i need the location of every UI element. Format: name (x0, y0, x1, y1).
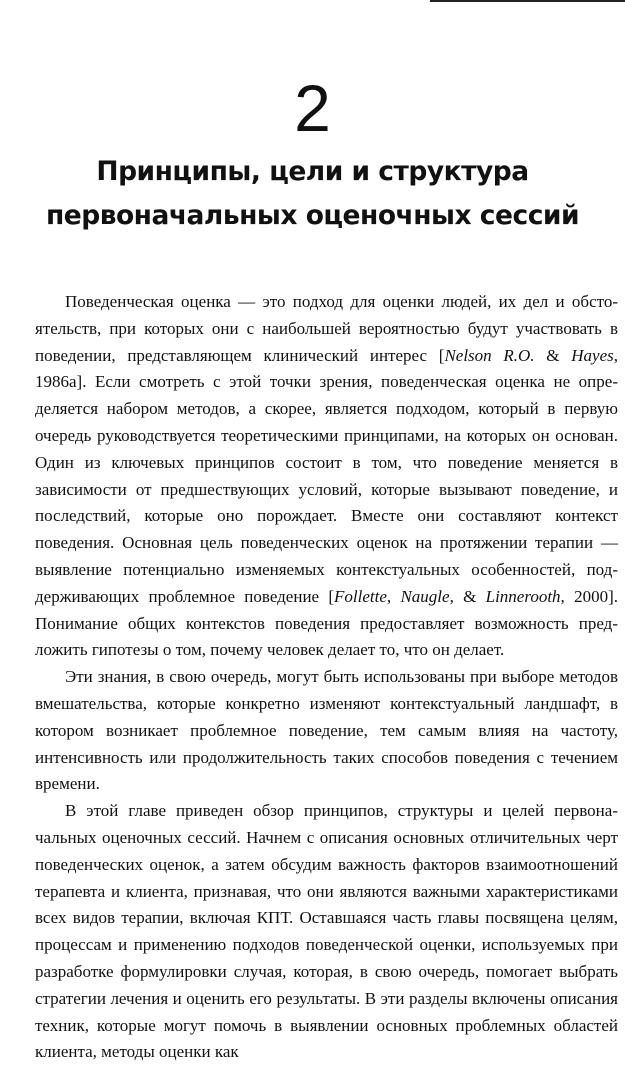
chapter-title-line-2: первоначальных оценочных сессий (45, 200, 580, 231)
citation-author: Nelson R.O. (444, 345, 535, 365)
chapter-number: 2 (294, 71, 331, 145)
citation-author: Naugle (400, 586, 450, 606)
citation-author: Hayes (571, 345, 614, 365)
body-text (35, 289, 618, 1066)
paragraph-3: В этой главе приведен обзор принципов, структуры и целей первоначальных оценочных сессий. Начнем с описания основных отличительных черт поведенческих оценок, а затем обсудим важность факторов взаимоотношений терапевта и клиента, признавая, что они являются важными характеристиками всех видов терапии, включая КПТ. Оставшаяся часть главы посвящена целям, процессам и применению подходов поведенческой оценки, используемых при разработке формулировки случая, которая, в свою очередь, помогает выбрать стратегии лечения и оценить его результаты. В эти разделы включены описания техник, которые могут помочь в выявлении основных проблемных областей клиента, методы оценки как (35, 801, 618, 1062)
paragraph-1 (35, 289, 618, 664)
text-run: , 2000]. Понимание общих контекстов поведения предоставляет возможность предложить гипотезы о том, почему человек делает то, что он делает. (35, 586, 618, 660)
chapter-title-line-1: Принципы, цели и структура (96, 156, 529, 187)
text-run: , & (449, 586, 486, 606)
top-rule (430, 0, 625, 2)
text-run: Поведенческая оценка — это подход для оценки людей, их дел и обстоятельств, при которых они с наибольшей вероятностью будут участвовать в поведении, представляющем клинический интерес [ (35, 292, 618, 365)
text-run: , (386, 586, 401, 606)
paragraph-2: Эти знания, в свою очередь, могут быть использованы при выборе методов вмешательства, которые конкретно изменяют контекстуальный ландшафт, в котором возникает проблемное поведение, тем самым влияя на частоту, интенсивность или продолжительность таких способов поведения с течением времени. (35, 667, 618, 794)
citation-author: Linnerooth (485, 586, 561, 606)
chapter-title (0, 150, 625, 238)
citation-author: Follette (334, 586, 387, 606)
text-run: & (534, 345, 572, 365)
text-run: , 1986a]. Если смотреть с этой точки зрения, поведенческая оценка не определяется набором методов, а скорее, является подходом, который в первую очередь руководствуется теоретическими принципами, на которых он основан. Один из ключевых принципов состоит в том, что поведение меняется в зависимости от предшествующих условий, которые вызывают поведение, и последствий, которые оно порождает. Вместе они составляют контекст поведения. Основная цель поведенческих оценок на протяжении терапии — выявление потенциально изменяемых контекстуальных особенностей, поддерживающих проблемное поведение [ (35, 345, 618, 606)
